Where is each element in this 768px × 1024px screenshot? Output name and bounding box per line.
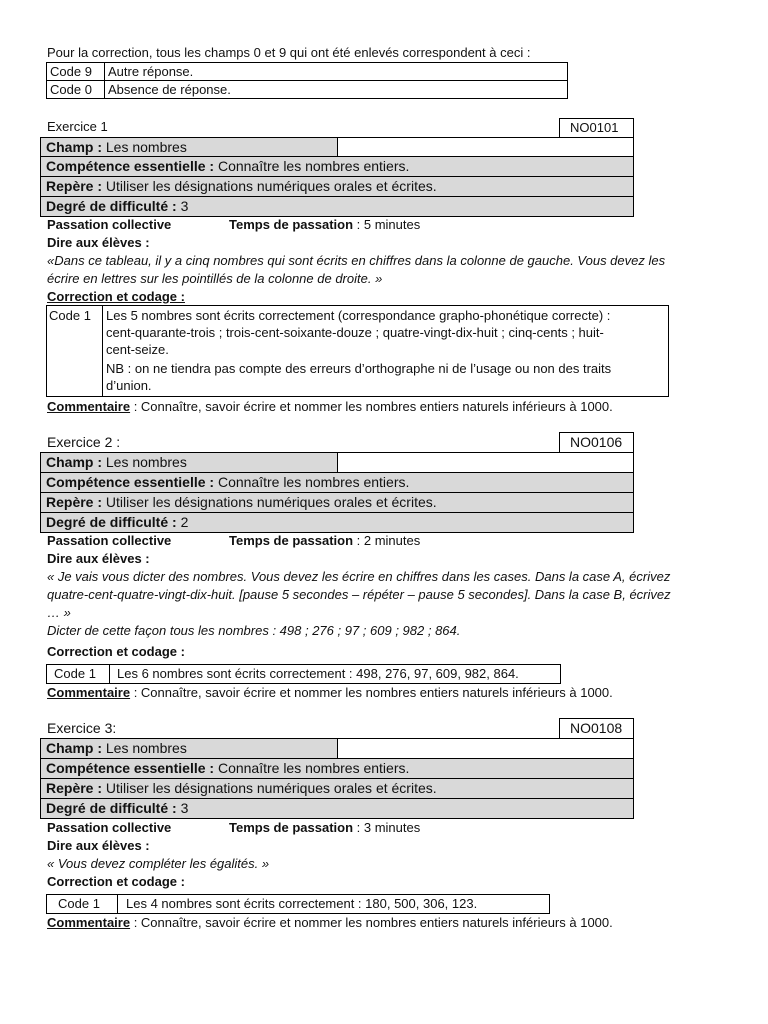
passation-label: Passation collective xyxy=(47,820,172,835)
exercise-3-title: Exercice 3: xyxy=(47,720,117,736)
ex3-correction: Les 4 nombres sont écrits correctement : 180, 500, 306, 123. xyxy=(126,896,478,911)
champ-label: Champ : xyxy=(46,454,102,470)
ex2-champ-empty-cell xyxy=(337,452,634,473)
degre-label: Degré de difficulté : xyxy=(46,800,177,816)
table-row xyxy=(47,63,568,81)
ex2-dire-line: « Je vais vous dicter des nombres. Vous devez les écrire en chiffres dans les cases. Dans la case A, écrivez xyxy=(47,569,671,584)
ex3-degre-row xyxy=(40,798,634,819)
commentaire-value: Connaître, savoir écrire et nommer les nombres entiers naturels inférieurs à 1000. xyxy=(140,915,613,930)
passation-label: Passation collective xyxy=(47,217,172,232)
correction-label: Correction et codage : xyxy=(47,289,185,304)
repere-label: Repère : xyxy=(46,494,103,510)
label-cell: Absence de réponse. xyxy=(105,81,568,99)
correction-label: Correction et codage : xyxy=(47,874,185,889)
ex1-correction-line: d’union. xyxy=(106,378,152,393)
commentaire-label: Commentaire xyxy=(47,685,131,700)
divider xyxy=(117,894,118,914)
dire-label: Dire aux élèves : xyxy=(47,838,150,853)
temps-label: Temps de passation xyxy=(229,217,354,232)
ex3-champ-row xyxy=(40,738,338,759)
exercise-1-code: NO0101 xyxy=(559,118,634,138)
code-label: Code 1 xyxy=(49,308,91,323)
intro-text: Pour la correction, tous les champs 0 et 9 qui ont été enlevés correspondent à ceci : xyxy=(47,45,531,60)
ex1-dire-line: écrire en lettres sur les pointillés de la colonne de droite. » xyxy=(47,271,383,286)
ex2-champ-row xyxy=(40,452,338,473)
commentaire-separator: : xyxy=(130,399,141,414)
repere-value: Utiliser les désignations numériques orales et écrites. xyxy=(105,780,437,796)
temps-value: 2 minutes xyxy=(363,533,421,548)
table-row xyxy=(47,81,568,99)
code-cell: Code 9 xyxy=(47,63,105,81)
ex3-temps xyxy=(229,819,420,836)
repere-label: Repère : xyxy=(46,178,103,194)
intro-code-table xyxy=(46,62,568,99)
ex1-temps xyxy=(229,216,420,233)
commentaire-separator: : xyxy=(130,685,141,700)
dire-label: Dire aux élèves : xyxy=(47,551,150,566)
competence-value: Connaître les nombres entiers. xyxy=(217,474,410,490)
ex1-competence-row xyxy=(40,156,634,177)
ex1-correction-line: cent-seize. xyxy=(106,342,169,357)
competence-label: Compétence essentielle : xyxy=(46,158,215,174)
degre-value: 2 xyxy=(180,514,189,530)
divider xyxy=(102,305,103,397)
label-cell: Autre réponse. xyxy=(105,63,568,81)
ex2-temps xyxy=(229,532,420,549)
temps-label: Temps de passation xyxy=(229,820,354,835)
commentaire-value: Connaître, savoir écrire et nommer les nombres entiers naturels inférieurs à 1000. xyxy=(140,399,613,414)
temps-value: 3 minutes xyxy=(363,820,421,835)
champ-value: Les nombres xyxy=(105,454,187,470)
champ-value: Les nombres xyxy=(105,139,187,155)
ex2-dire-line: quatre-cent-quatre-vingt-dix-huit. [pause 5 secondes – répéter – pause 5 secondes]. Dans la case B, écrivez xyxy=(47,587,671,602)
ex1-correction-line: cent-quarante-trois ; trois-cent-soixante-douze ; quatre-vingt-dix-huit ; cinq-cents ; huit- xyxy=(106,325,604,340)
code-label: Code 1 xyxy=(58,896,100,911)
ex2-correction: Les 6 nombres sont écrits correctement : 498, 276, 97, 609, 982, 864. xyxy=(117,666,519,681)
degre-label: Degré de difficulté : xyxy=(46,514,177,530)
dire-label: Dire aux élèves : xyxy=(47,235,150,250)
ex3-repere-row xyxy=(40,778,634,799)
temps-label: Temps de passation xyxy=(229,533,354,548)
commentaire-label: Commentaire xyxy=(47,399,131,414)
exercise-3-code: NO0108 xyxy=(559,718,634,739)
competence-value: Connaître les nombres entiers. xyxy=(217,760,410,776)
code-cell: Code 0 xyxy=(47,81,105,99)
divider xyxy=(109,664,110,684)
champ-label: Champ : xyxy=(46,139,102,155)
correction-label: Correction et codage : xyxy=(47,644,185,659)
ex2-dire-line: Dicter de cette façon tous les nombres : 498 ; 276 ; 97 ; 609 ; 982 ; 864. xyxy=(47,623,461,638)
ex1-correction-line: NB : on ne tiendra pas compte des erreurs d’orthographe ni de l’usage ou non des traits xyxy=(106,361,612,376)
repere-value: Utiliser les désignations numériques orales et écrites. xyxy=(105,494,437,510)
champ-value: Les nombres xyxy=(105,740,187,756)
degre-label: Degré de difficulté : xyxy=(46,198,177,214)
passation-label: Passation collective xyxy=(47,533,172,548)
ex1-champ-empty-cell xyxy=(337,137,634,157)
exercise-1-title: Exercice 1 xyxy=(47,119,108,134)
temps-value: 5 minutes xyxy=(363,217,421,232)
temps-separator: : xyxy=(353,533,361,548)
degre-value: 3 xyxy=(180,198,189,214)
commentaire-value: Connaître, savoir écrire et nommer les nombres entiers naturels inférieurs à 1000. xyxy=(140,685,613,700)
ex3-champ-empty-cell xyxy=(337,738,634,759)
competence-label: Compétence essentielle : xyxy=(46,474,215,490)
ex1-degre-row xyxy=(40,196,634,217)
repere-value: Utiliser les désignations numériques orales et écrites. xyxy=(105,178,437,194)
exercise-2-code: NO0106 xyxy=(559,432,634,453)
ex2-degre-row xyxy=(40,512,634,533)
code-label: Code 1 xyxy=(54,666,96,681)
ex3-dire-line: « Vous devez compléter les égalités. » xyxy=(47,856,270,871)
ex3-competence-row xyxy=(40,758,634,779)
ex2-repere-row xyxy=(40,492,634,513)
repere-label: Repère : xyxy=(46,780,103,796)
degre-value: 3 xyxy=(180,800,189,816)
ex2-dire-line: … » xyxy=(47,605,71,620)
ex1-correction-line: Les 5 nombres sont écrits correctement (correspondance grapho-phonétique correcte) : xyxy=(106,308,611,323)
temps-separator: : xyxy=(353,217,361,232)
competence-value: Connaître les nombres entiers. xyxy=(217,158,410,174)
commentaire-separator: : xyxy=(130,915,141,930)
ex2-commentaire xyxy=(47,684,613,701)
temps-separator: : xyxy=(353,820,361,835)
ex1-dire-line: «Dans ce tableau, il y a cinq nombres qui sont écrits en chiffres dans la colonne de gauche. Vous devez les xyxy=(47,253,666,268)
ex2-competence-row xyxy=(40,472,634,493)
commentaire-label: Commentaire xyxy=(47,915,131,930)
exercise-2-title: Exercice 2 : xyxy=(47,434,121,450)
ex1-commentaire xyxy=(47,398,613,415)
ex3-commentaire xyxy=(47,914,613,931)
champ-label: Champ : xyxy=(46,740,102,756)
competence-label: Compétence essentielle : xyxy=(46,760,215,776)
ex1-repere-row xyxy=(40,176,634,197)
ex1-champ-row xyxy=(40,137,338,157)
